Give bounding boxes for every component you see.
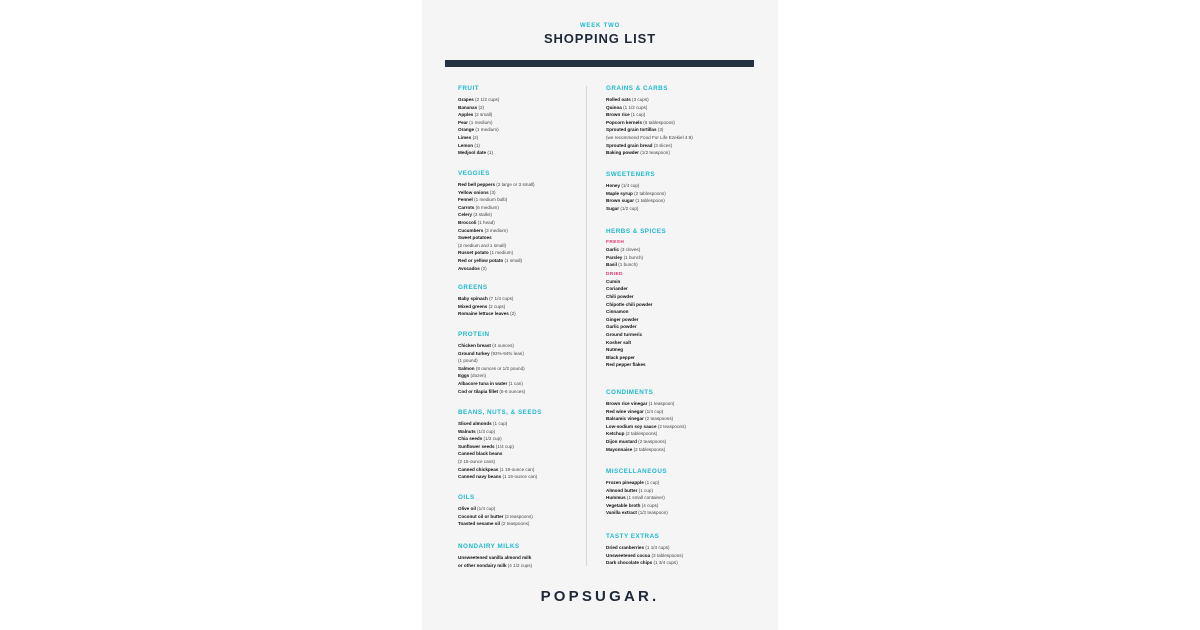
item-name: Vegetable broth <box>606 502 641 508</box>
item-name: Brown rice vinegar <box>606 401 648 406</box>
section-title: BEANS, NUTS, & SEEDS <box>458 409 542 416</box>
section-title: HERBS & SPICES <box>606 228 667 235</box>
section-title: VEGGIES <box>458 170 490 177</box>
page-title: SHOPPING LIST <box>543 31 657 46</box>
item-quantity: (2 teaspoons) <box>657 423 686 429</box>
item-name: Albacore tuna in water <box>458 380 508 386</box>
item-name: Cod or tilapia fillet <box>458 388 499 394</box>
item-name: Garlic <box>606 247 620 252</box>
list-item <box>606 308 751 316</box>
item-name: Apples <box>458 112 474 118</box>
item-name: Canned black beans <box>458 451 503 457</box>
item-quantity: (1 cup) <box>645 480 660 485</box>
item-name: Baby spinach <box>458 296 488 301</box>
section-oils <box>458 493 578 528</box>
list-item <box>458 257 578 265</box>
item-name: Chia seeds <box>458 436 483 442</box>
item-quantity: (6 tablespoons) <box>643 119 675 125</box>
item-quantity: (1 cup) <box>492 421 508 426</box>
list-item <box>458 420 578 428</box>
list-item <box>606 346 751 354</box>
list-item <box>458 227 578 235</box>
item-quantity: (1 small container) <box>626 495 665 501</box>
list-item <box>606 544 751 552</box>
item-quantity: (2) <box>510 311 516 317</box>
list-item <box>606 261 751 269</box>
list-item <box>458 342 578 350</box>
list-item <box>458 513 578 521</box>
list-item <box>606 323 751 331</box>
list-item <box>606 339 751 347</box>
list-item <box>458 126 578 134</box>
item-quantity: (1) <box>487 150 493 156</box>
list-item <box>606 502 751 510</box>
item-name: Cinnamon <box>606 309 629 315</box>
section-grains-carbs <box>606 84 751 157</box>
section-title: FRUIT <box>458 85 480 92</box>
item-quantity: (2 teaspoons) <box>638 438 667 444</box>
list-item <box>458 380 578 388</box>
item-quantity: (1 can) <box>508 380 523 386</box>
section-tasty-extras <box>606 532 751 567</box>
item-name: Dijon mustard <box>606 438 637 444</box>
item-name: Frozen pineapple <box>606 480 644 485</box>
item-quantity: (4 ounces) <box>492 343 514 348</box>
item-quantity: (1 teaspoon) <box>648 401 675 406</box>
item-name: Sweet potatoes <box>458 235 492 241</box>
list-item <box>606 479 751 487</box>
item-name: Bananas <box>458 104 478 110</box>
list-item <box>458 219 578 227</box>
item-name: Chili powder <box>606 293 634 299</box>
item-name: Coriander <box>606 286 628 292</box>
item-quantity: (1/2 teaspoon) <box>638 510 668 516</box>
item-name: Yellow onions <box>458 189 489 195</box>
section-title: MISCELLANEOUS <box>606 468 668 475</box>
list-item <box>606 301 751 309</box>
list-item <box>606 408 751 416</box>
item-quantity: (dozen) <box>470 373 487 379</box>
list-item <box>458 303 578 311</box>
item-quantity: (1/4 cup) <box>621 183 640 188</box>
item-name: Nutmeg <box>606 347 624 353</box>
list-item <box>458 249 578 257</box>
popsugar-logo: POPSUGAR. <box>540 588 660 605</box>
list-item <box>458 357 578 365</box>
section-beans-nuts-seeds <box>458 408 578 481</box>
item-quantity: (3 tablespoons) <box>651 552 684 558</box>
item-quantity: (1/4 cup) <box>477 506 496 511</box>
list-item <box>458 466 578 474</box>
list-item <box>606 197 751 205</box>
list-item <box>606 423 751 431</box>
list-item <box>606 494 751 502</box>
item-name: Red pepper flakes <box>606 362 646 368</box>
list-item <box>606 246 751 254</box>
item-quantity: (1/3 cup) <box>476 428 496 434</box>
item-quantity: (2) <box>478 104 485 110</box>
list-item <box>458 149 578 157</box>
list-item <box>606 354 751 362</box>
item-name: Hummus <box>606 495 626 501</box>
item-name: Canned chickpeas <box>458 466 499 472</box>
list-item <box>606 400 751 408</box>
item-quantity: (4 1/2 cups) <box>507 562 533 568</box>
item-name: Rolled oats <box>606 97 631 102</box>
item-name: Ginger powder <box>606 316 639 322</box>
item-name: Balsamic vinegar <box>606 416 644 422</box>
item-name: Sprouted grain tortillas <box>606 127 657 133</box>
item-name: or other nondairy milk <box>458 562 507 568</box>
list-item <box>606 361 751 369</box>
list-item <box>458 435 578 443</box>
item-name: Celery <box>458 212 473 218</box>
item-name: Carrots <box>458 204 475 210</box>
item-name: Fennel <box>458 197 473 203</box>
item-quantity: (1 head) <box>477 219 495 225</box>
item-quantity: (1 cup) <box>638 487 653 493</box>
item-name: Parsley <box>606 254 623 260</box>
list-item <box>606 111 751 119</box>
item-name: Kosher salt <box>606 339 632 345</box>
item-name: Broccoli <box>458 219 477 225</box>
list-item <box>606 559 751 567</box>
list-item <box>458 234 578 242</box>
section-title: NONDAIRY MILKS <box>458 543 520 550</box>
item-name: Medjool date <box>458 150 487 156</box>
item-quantity: (2 tablespoons) <box>633 446 666 452</box>
item-quantity: (1 tablespoon) <box>635 198 665 204</box>
item-name: Red or yellow potato <box>458 257 504 263</box>
item-name: Unsweetened cocoa <box>606 552 651 558</box>
item-name: Ground turmeric <box>606 331 643 337</box>
list-item <box>606 438 751 446</box>
subsection-fresh: FRESH <box>606 240 625 245</box>
item-quantity: (3 slices) <box>653 142 673 148</box>
list-item <box>606 205 751 213</box>
list-item <box>606 552 751 560</box>
item-quantity: (1 small) <box>504 257 523 263</box>
item-name: Olive oil <box>458 506 476 511</box>
section-protein <box>458 330 578 395</box>
list-item <box>606 190 751 198</box>
item-quantity: (7 1/4 cups) <box>489 296 514 301</box>
item-quantity: (2 teaspoons) <box>501 521 530 527</box>
item-name: Dried cranberries <box>606 545 645 550</box>
item-name: Toasted sesame oil <box>458 521 501 527</box>
header-rule <box>445 60 754 67</box>
item-quantity: (1 pound) <box>458 358 478 364</box>
list-item <box>606 96 751 104</box>
list-item <box>458 211 578 219</box>
item-name: Black pepper <box>606 354 635 360</box>
item-quantity: (2 15-ounce cans) <box>458 458 496 464</box>
item-name: Ground turkey <box>458 350 490 356</box>
item-quantity: (1 1/4 cups) <box>645 545 670 550</box>
list-item <box>458 562 578 570</box>
section-sweeteners <box>606 170 751 212</box>
item-quantity: (3 medium) <box>484 227 508 233</box>
section-condiments <box>606 388 751 453</box>
item-quantity: (1 medium bulb) <box>474 197 508 203</box>
list-item <box>458 119 578 127</box>
week-label: WEEK TWO <box>579 23 621 29</box>
list-item <box>458 450 578 458</box>
list-item <box>606 254 751 262</box>
item-quantity: (6 medium) <box>475 204 499 210</box>
list-item <box>458 428 578 436</box>
item-name: Walnuts <box>458 428 476 434</box>
list-item <box>458 265 578 273</box>
item-name: Russet potato <box>458 250 489 256</box>
list-item <box>458 189 578 197</box>
list-item <box>458 295 578 303</box>
item-name: Sunflower seeds <box>458 443 495 449</box>
item-quantity: (93%-94% lean) <box>490 350 524 356</box>
list-item <box>606 487 751 495</box>
section-title: TASTY EXTRAS <box>606 533 660 540</box>
item-name: Baking powder <box>606 150 639 156</box>
list-item <box>458 554 578 562</box>
item-quantity: (3 stalks) <box>473 212 492 218</box>
item-name: Limes <box>458 134 472 140</box>
list-item <box>606 509 751 517</box>
item-quantity: (1 bunch) <box>623 254 644 260</box>
section-title: SWEETENERS <box>606 171 656 178</box>
list-item <box>606 104 751 112</box>
list-item <box>458 365 578 373</box>
item-quantity: (1 cup) <box>631 112 646 118</box>
item-name: Canned navy beans <box>458 474 502 480</box>
item-quantity: (1 19-ounce can) <box>499 466 535 472</box>
item-quantity: (1 3/4 cups) <box>653 560 678 566</box>
section-miscellaneous <box>606 467 751 517</box>
item-name: Ketchup <box>606 431 625 437</box>
item-quantity: (2 1/2 cups) <box>475 97 500 102</box>
list-item <box>606 293 751 301</box>
item-name: Quinoa <box>606 104 622 110</box>
list-item <box>458 204 578 212</box>
item-name: Sprouted grain bread <box>606 142 653 148</box>
section-title: GREENS <box>458 284 488 291</box>
item-quantity: (1/2 cup) <box>620 205 639 211</box>
list-item <box>458 350 578 358</box>
item-quantity: (we recommend Food For Life Ezekiel 4:9) <box>606 134 693 140</box>
list-item <box>606 182 751 190</box>
list-item <box>458 458 578 466</box>
list-item <box>458 181 578 189</box>
list-item <box>606 430 751 438</box>
item-name: Garlic powder <box>606 324 637 330</box>
item-name: Coconut oil or butter <box>458 513 504 519</box>
item-name: Avocados <box>458 265 480 271</box>
list-item <box>458 473 578 481</box>
item-quantity: (1 bunch) <box>618 262 638 268</box>
item-quantity: (1/4 cup) <box>645 408 664 414</box>
item-name: Honey <box>606 183 621 188</box>
item-quantity: (1 15-ounce can) <box>502 474 538 480</box>
item-name: Pear <box>458 119 468 125</box>
item-quantity: (2) <box>472 134 479 140</box>
item-quantity: (2 tablespoons) <box>634 190 666 196</box>
item-quantity: (4 cups) <box>641 502 659 508</box>
list-item <box>458 134 578 142</box>
item-name: Cumin <box>606 278 621 284</box>
item-quantity: (1 medium) <box>475 127 499 133</box>
section-greens <box>458 283 578 318</box>
list-item <box>458 196 578 204</box>
column-divider <box>586 86 587 566</box>
item-quantity: (2 large or 3 small) <box>496 182 535 187</box>
item-quantity: (2 cups) <box>488 303 506 309</box>
list-item <box>458 104 578 112</box>
list-item <box>458 310 578 318</box>
item-name: Orange <box>458 127 475 133</box>
list-item <box>606 149 751 157</box>
item-name: Brown rice <box>606 112 630 118</box>
list-item <box>606 285 751 293</box>
item-name: Vanilla extract <box>606 510 637 516</box>
list-item <box>606 119 751 127</box>
item-quantity: (2 teaspoons) <box>504 513 533 519</box>
list-item <box>606 142 751 150</box>
item-quantity: (3 cups) <box>632 97 649 102</box>
item-name: Romaine lettuce leaves <box>458 311 509 317</box>
item-name: Red bell peppers <box>458 182 496 187</box>
list-item <box>606 316 751 324</box>
list-item <box>458 443 578 451</box>
list-item <box>458 111 578 119</box>
item-name: Salmon <box>458 365 475 371</box>
list-item <box>458 372 578 380</box>
section-title: CONDIMENTS <box>606 389 654 396</box>
item-quantity: (1/2 cup) <box>483 436 502 442</box>
list-item <box>606 126 751 134</box>
item-name: Sugar <box>606 205 620 211</box>
item-quantity: (1) <box>474 142 480 148</box>
list-item <box>606 278 751 286</box>
item-name: Basil <box>606 262 617 268</box>
item-quantity: (1 medium) <box>489 250 514 256</box>
item-name: Popcorn kernels <box>606 119 642 125</box>
section-veggies <box>458 169 578 272</box>
section-title: PROTEIN <box>458 331 490 338</box>
item-name: Chicken breast <box>458 343 491 348</box>
item-name: Mayonnaise <box>606 446 633 452</box>
section-title: OILS <box>458 494 475 501</box>
list-item <box>606 415 751 423</box>
item-quantity: (2) <box>481 265 487 271</box>
item-quantity: (3 cloves) <box>620 247 641 252</box>
item-quantity: (2 medium and 1 small) <box>458 242 506 248</box>
section-herbs-spices <box>606 227 751 369</box>
list-item <box>606 446 751 454</box>
list-item <box>458 388 578 396</box>
item-quantity: (8 ounces or 1/2 pound) <box>475 365 525 371</box>
item-name: Chipotle chili powder <box>606 301 653 307</box>
item-quantity: (2 small) <box>474 112 493 118</box>
item-name: Sliced almonds <box>458 421 492 426</box>
section-nondairy-milks <box>458 542 578 569</box>
item-quantity: (1 1/2 cups) <box>623 104 648 110</box>
item-name: Cucumbers <box>458 227 484 233</box>
item-name: Grapes <box>458 97 474 102</box>
item-name: Lemon <box>458 142 474 148</box>
item-name: Almond butter <box>606 487 638 493</box>
item-name: Mixed greens <box>458 303 488 309</box>
list-item <box>606 331 751 339</box>
item-quantity: (1/2 teaspoon) <box>640 150 670 156</box>
list-item <box>458 505 578 513</box>
section-title: GRAINS & CARBS <box>606 85 668 92</box>
list-item <box>458 96 578 104</box>
item-quantity: (5-6 ounces) <box>499 388 526 394</box>
section-fruit <box>458 84 578 157</box>
item-quantity: (1/4 cup) <box>495 443 514 449</box>
subsection-dried: DRIED <box>606 271 623 277</box>
item-name: Brown sugar <box>606 198 635 204</box>
item-name: Unsweetened vanilla almond milk <box>458 555 532 560</box>
item-quantity: (3) <box>657 127 664 133</box>
item-name: Low-sodium soy sauce <box>606 423 657 429</box>
item-name: Maple syrup <box>606 190 633 196</box>
list-item <box>606 134 751 142</box>
item-name: Eggs <box>458 373 470 379</box>
item-quantity: (3) <box>489 189 496 195</box>
list-item <box>458 520 578 528</box>
shopping-list-sheet <box>422 0 778 630</box>
item-quantity: (2 teaspoons) <box>645 416 674 422</box>
item-quantity: (2 tablespoons) <box>625 431 658 437</box>
item-name: Red wine vinegar <box>606 408 644 414</box>
item-name: Dark chocolate chips <box>606 560 653 566</box>
list-item <box>458 142 578 150</box>
list-item <box>458 242 578 250</box>
item-quantity: (1 medium) <box>469 119 493 125</box>
